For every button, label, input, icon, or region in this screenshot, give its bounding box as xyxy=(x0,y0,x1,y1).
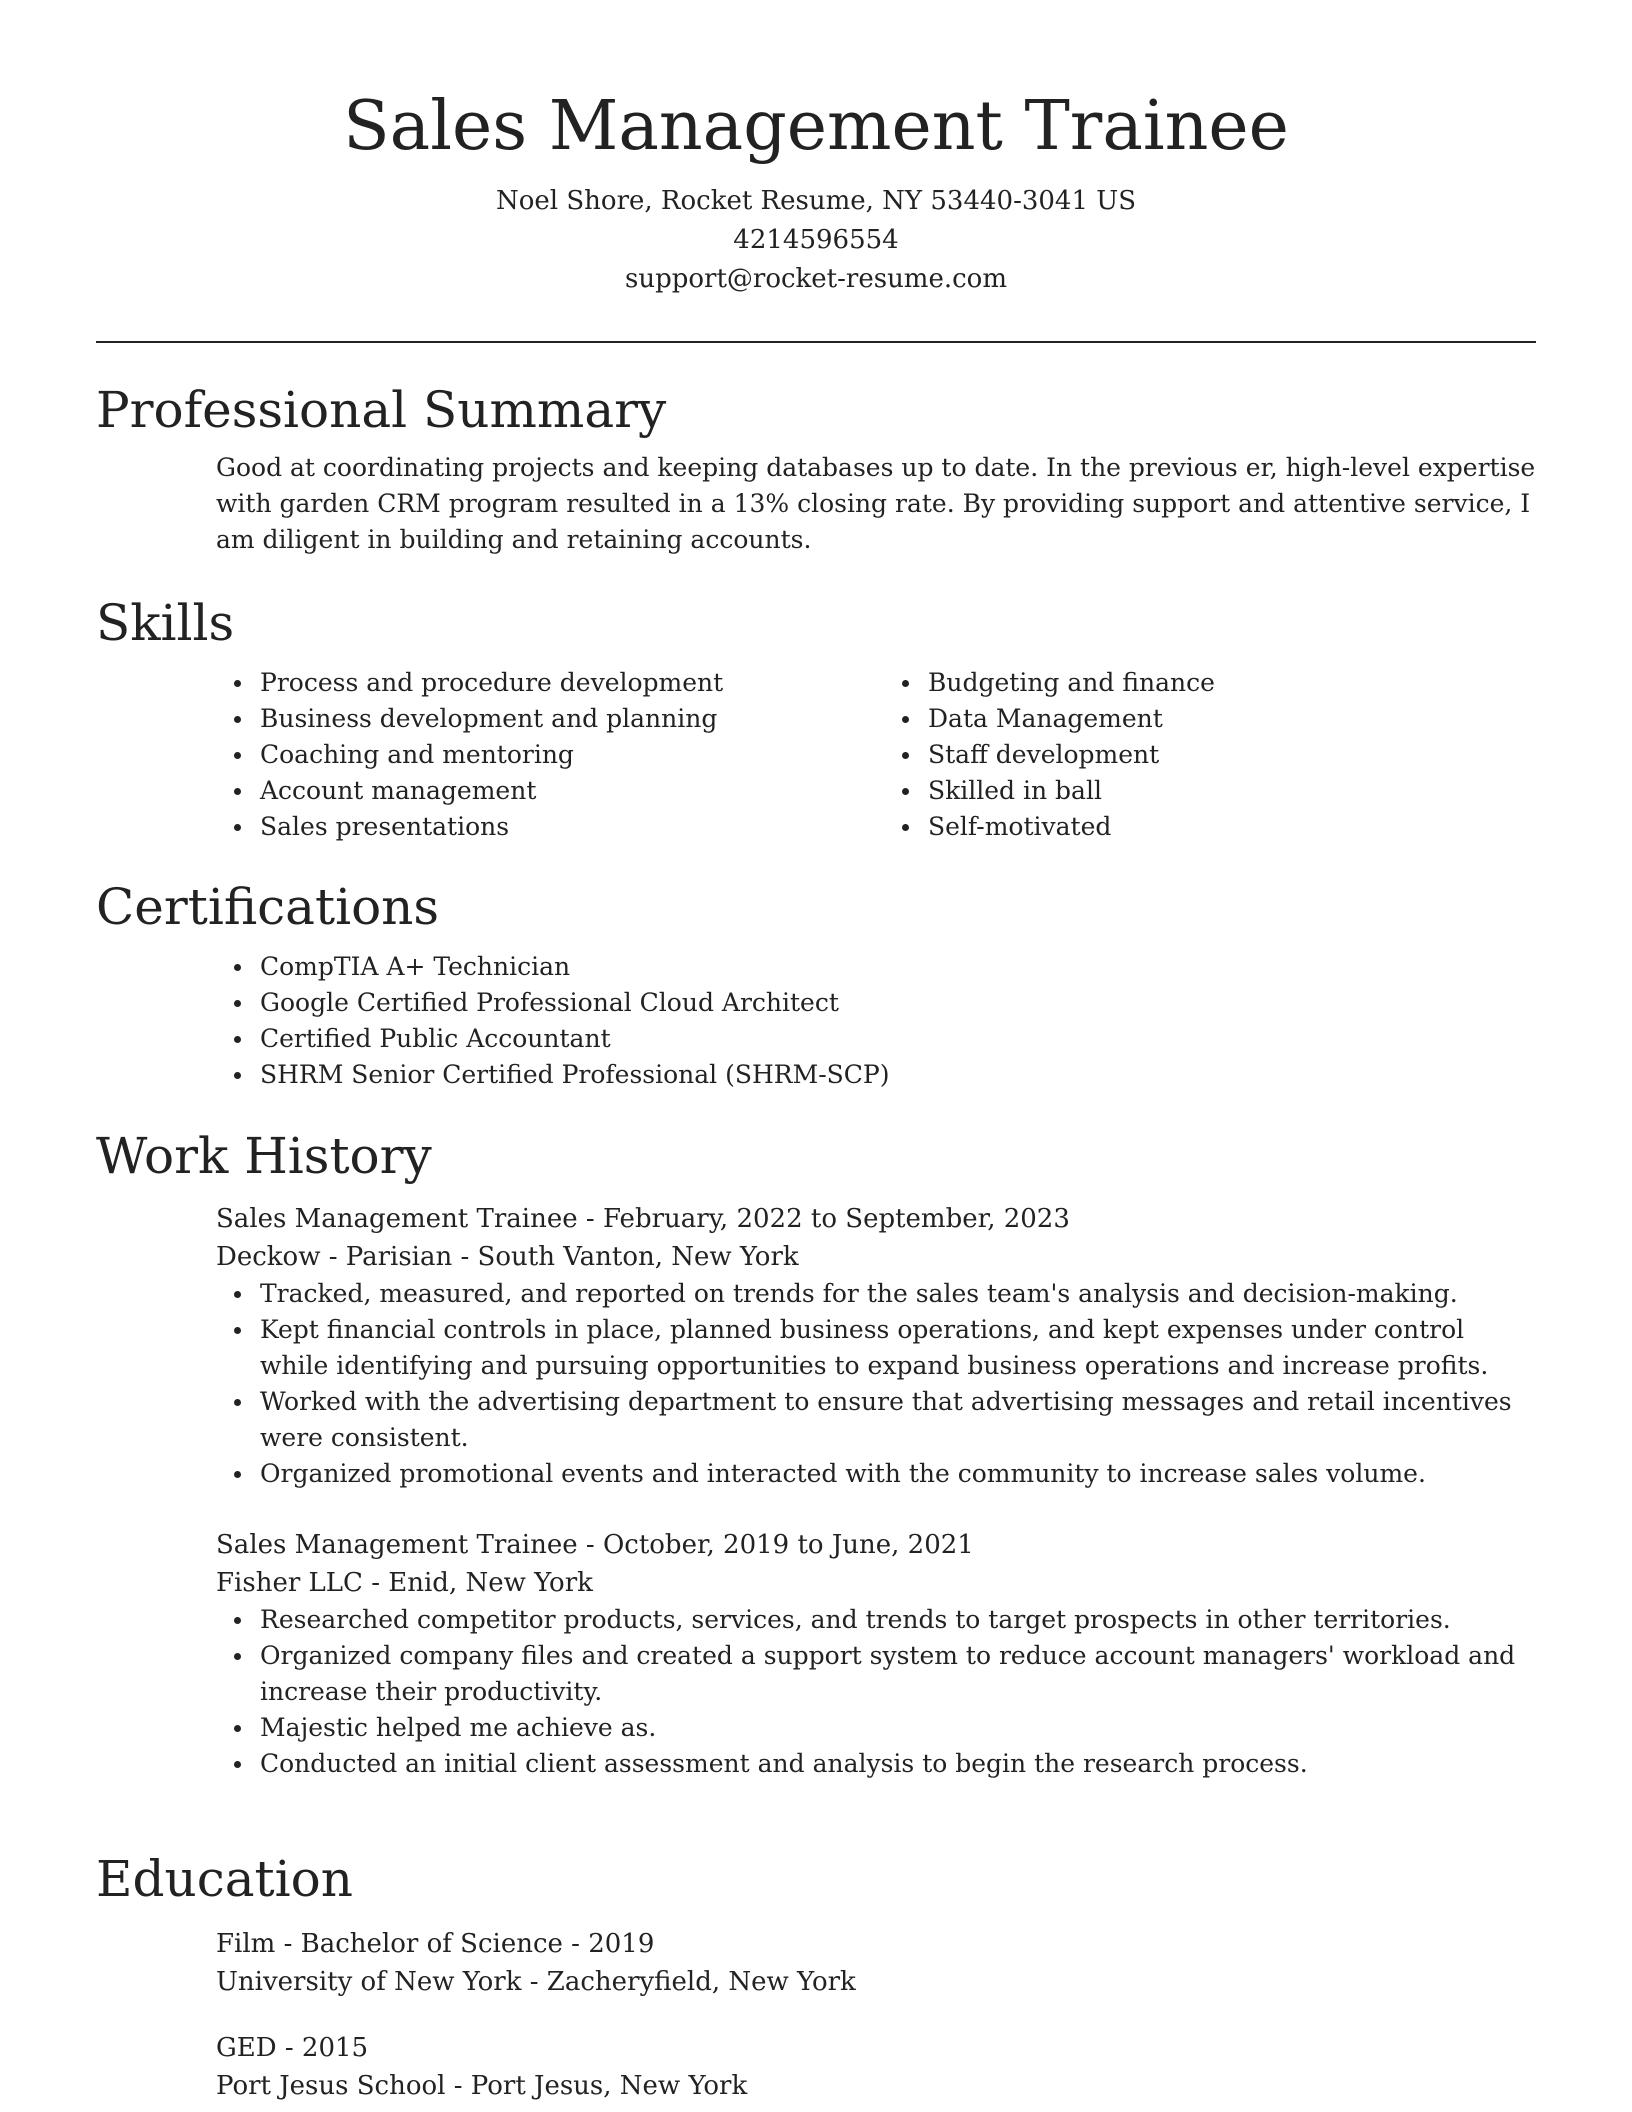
skill-item: Coaching and mentoring xyxy=(260,737,898,773)
certification-item: CompTIA A+ Technician xyxy=(260,949,1536,985)
education-entry xyxy=(96,2029,1536,2105)
skills-heading: Skills xyxy=(96,594,235,652)
resume-title: Sales Management Trainee xyxy=(343,87,1289,166)
certification-item: Google Certified Professional Cloud Architect xyxy=(260,985,1536,1021)
skills-columns xyxy=(96,665,1536,845)
header-divider xyxy=(96,341,1536,343)
education-section xyxy=(96,1847,1536,2105)
job-bullet: Conducted an initial client assessment and analysis to begin the research process. xyxy=(260,1746,1536,1782)
education-degree-line: GED - 2015 xyxy=(216,2033,369,2063)
certifications-heading: Certifications xyxy=(96,878,440,936)
certification-item: Certified Public Accountant xyxy=(260,1021,1536,1057)
job-title-line: Sales Management Trainee - October, 2019 to June, 2021 xyxy=(216,1530,974,1560)
certifications-section xyxy=(96,875,1536,1093)
skills-list-left xyxy=(96,665,898,845)
skill-item: Data Management xyxy=(928,701,1566,737)
certifications-list xyxy=(96,949,1536,1093)
skill-item: Business development and planning xyxy=(260,701,898,737)
skills-section xyxy=(96,591,1536,845)
job-title-line: Sales Management Trainee - February, 2022 to September, 2023 xyxy=(216,1204,1070,1234)
job-company-line: Fisher LLC - Enid, New York xyxy=(216,1568,593,1598)
education-entry xyxy=(96,1925,1536,2001)
contact-address: Noel Shore, Rocket Resume, NY 53440-3041 US xyxy=(495,186,1137,216)
education-school-line: University of New York - Zacheryfield, New York xyxy=(216,1967,856,1997)
job-bullets xyxy=(96,1602,1536,1782)
job-bullet: Worked with the advertising department to ensure that advertising messages and retail incentives were consistent. xyxy=(260,1384,1536,1456)
contact-phone: 4214596554 xyxy=(733,225,899,255)
skill-item: Sales presentations xyxy=(260,809,898,845)
resume-header xyxy=(0,0,1632,299)
skill-item: Self-motivated xyxy=(928,809,1566,845)
job-entry xyxy=(96,1200,1536,1492)
summary-section xyxy=(96,378,1536,558)
certification-item: SHRM Senior Certified Professional (SHRM-SCP) xyxy=(260,1057,1536,1093)
work-history-heading: Work History xyxy=(96,1127,432,1185)
work-history-section xyxy=(96,1124,1536,1816)
summary-body xyxy=(96,450,1536,558)
contact-block xyxy=(0,182,1632,299)
summary-text: Good at coordinating projects and keeping databases up to date. In the previous er, high-level expertise with garden CRM program resulted in a 13% closing rate. By providing support and attentive service, I am diligent in building and retaining accounts. xyxy=(216,453,1536,554)
job-bullet: Majestic helped me achieve as. xyxy=(260,1710,1536,1746)
skill-item: Account management xyxy=(260,773,898,809)
job-bullets xyxy=(96,1276,1536,1492)
education-heading: Education xyxy=(96,1850,353,1908)
job-bullet: Organized promotional events and interacted with the community to increase sales volume. xyxy=(260,1456,1536,1492)
job-bullet: Kept financial controls in place, planned business operations, and kept expenses under control while identifying and pursuing opportunities to expand business operations and increase profits. xyxy=(260,1312,1536,1384)
skill-item: Process and procedure development xyxy=(260,665,898,701)
contact-email: support@rocket-resume.com xyxy=(624,264,1007,294)
education-school-line: Port Jesus School - Port Jesus, New York xyxy=(216,2071,748,2101)
skills-list-right xyxy=(928,665,1566,845)
job-entry xyxy=(96,1526,1536,1782)
job-company-line: Deckow - Parisian - South Vanton, New York xyxy=(216,1242,799,1272)
summary-heading: Professional Summary xyxy=(96,381,667,439)
skill-item: Skilled in ball xyxy=(928,773,1566,809)
education-degree-line: Film - Bachelor of Science - 2019 xyxy=(216,1929,655,1959)
job-bullet: Researched competitor products, services, and trends to target prospects in other territories. xyxy=(260,1602,1536,1638)
job-bullet: Organized company files and created a support system to reduce account managers' workload and increase their productivity. xyxy=(260,1638,1536,1710)
skill-item: Staff development xyxy=(928,737,1566,773)
skill-item: Budgeting and finance xyxy=(928,665,1566,701)
job-bullet: Tracked, measured, and reported on trends for the sales team's analysis and decision-making. xyxy=(260,1276,1536,1312)
